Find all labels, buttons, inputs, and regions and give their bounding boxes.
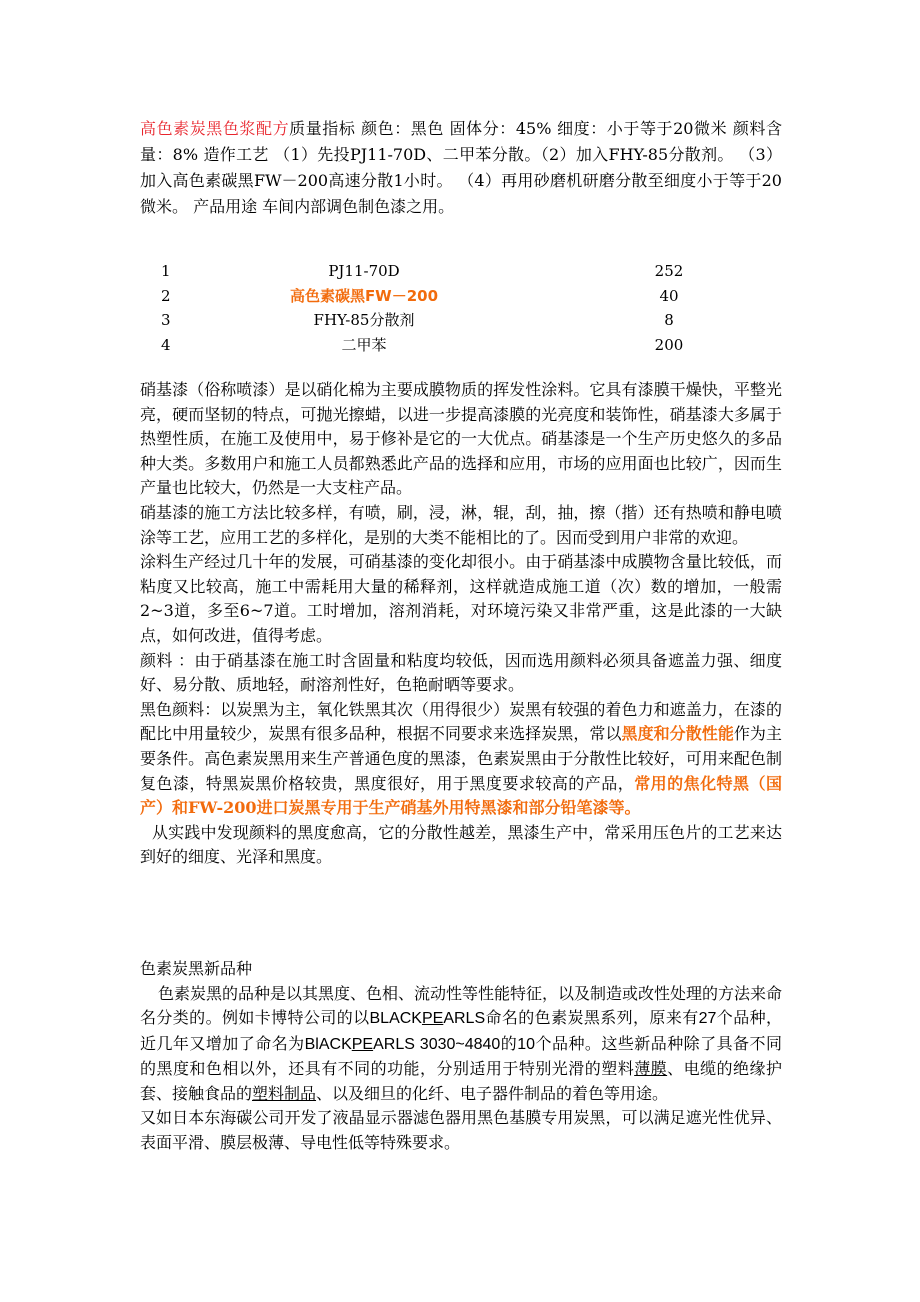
paragraph-methods: 硝基漆的施工方法比较多样，有喷，刷，浸，淋，辊，刮，抽，擦（揩）还有热喷和静电喷涂等工艺，应用工艺的多样化，是别的大类不能相比的了。因而受到用户非常的欢迎。 — [140, 502, 782, 547]
table-row — [140, 259, 759, 284]
paragraph-black-pigment — [140, 698, 782, 821]
paragraph-pigment: 颜料 ：由于硝基漆在施工时含固量和粘度均较低，因而选用颜料必须具备遮盖力强、细度好、易分散、质地轻，耐溶剂性好，色艳耐晒等要求。 — [140, 650, 782, 695]
intro-paragraph — [140, 116, 782, 220]
paragraph-intro: 硝基漆（俗称喷漆）是以硝化棉为主要成膜物质的挥发性涂料。它具有漆膜干燥快，平整光亮，硬而坚韧的特点，可抛光擦蜡，以进一步提高漆膜的光亮度和装饰性，硝基漆大多属于热塑性质，在施工及使用中，易于修补是它的一大优点。硝基漆是一个生产历史悠久的多品种大类。多数用户和施工人员都熟悉此产品的选择和应用，市场的应用面也比较广，因而生产量也比较大，仍然是一大支柱产品。 — [140, 380, 782, 498]
number-text: 27 — [698, 1010, 717, 1027]
link-text: 塑料制品 — [252, 1083, 317, 1103]
text-run: 色素炭黑的品种是以其黑度、色相、流动性等性能特征，以及制造或改性处理的方法来命名分类的。例如卡博特公司的以 — [140, 983, 783, 1027]
brand-text: PE — [351, 1035, 374, 1053]
brand-text: PE — [421, 1010, 444, 1027]
intro-text: 质量指标 颜色：黑色 固体分：45% 细度：小于等于20微米 颜料含量：8% 造作工艺 （1）先投PJ11-70D、二甲苯分散。（2）加入FHY-85分散剂。 （3）加入高色素碳黑FW－200高速分散1小时。 （4）再用砂磨机研磨分散至细度小于等于20微米。 产品用途 车间内部调色制色漆之用。 — [140, 119, 782, 216]
highlight-text: 黑度和分散性能 — [621, 724, 734, 744]
highlight-text: 常用的焦化特黑（国产）和FW-200进口炭黑专用于生产硝基外用特黑漆和部分铅笔漆等。 — [140, 773, 782, 818]
material-amount: 40 — [659, 286, 679, 305]
number-text: 10 — [517, 1035, 536, 1053]
text-run: 、电缆的绝缘护套、接触食品的 — [140, 1059, 782, 1103]
row-number: 4 — [161, 335, 171, 354]
table-row — [140, 308, 759, 333]
material-name: PJ11-70D — [328, 262, 400, 280]
link-text: 薄膜 — [634, 1059, 668, 1078]
paragraph-development: 涂料生产经过几十年的发展，可硝基漆的变化却很小。由于硝基漆中成膜物含量比较低，而粘度又比较高，施工中需耗用大量的稀释剂，这样就造成施工道（次）数的增加，一般需2~3道，多至6~7道。工时增加，溶剂消耗，对环境污染又非常严重，这是此漆的一大缺点，如何改进，值得考虑。 — [140, 552, 782, 645]
text-run: 、以及细旦的化纤、电子器件制品的着色等用途。 — [316, 1083, 669, 1103]
text-run: 个品种。这些新品种除了具备不同的黑度和色相以外，还具有不同的功能，分别适用于特别光滑的塑料 — [140, 1033, 782, 1078]
material-amount: 8 — [664, 311, 674, 329]
brand-text: BlACK — [304, 1035, 352, 1053]
new-varieties-section — [140, 957, 782, 1155]
text-run: 个品种，近几年又增加了命名为 — [140, 1008, 782, 1053]
brand-text: BLACK — [369, 1010, 422, 1027]
table-row — [140, 333, 759, 358]
section-heading: 色素炭黑新品种 — [140, 959, 253, 978]
table-row — [140, 284, 759, 309]
intro-title: 高色素炭黑色浆配方 — [140, 119, 290, 138]
paragraph-varieties — [140, 982, 782, 1107]
text-run: 黑色颜料：以炭黑为主，氧化铁黑其次（用得很少）炭黑有较强的着色力和遮盖力，在漆的配比中用量较少，炭黑有很多品种，根据不同要求来选择炭黑，常以 — [140, 699, 782, 744]
text-run: 命名的色素炭黑系列，原来有 — [485, 1008, 699, 1027]
text-run: 作为主要条件。高色素炭黑用来生产普通色度的黑漆，色素炭黑由于分散性比较好，可用来配色制复色漆，特黑炭黑价格较贵，黑度很好，用于黑度要求较高的产品， — [140, 724, 782, 793]
material-name: 二甲苯 — [341, 335, 387, 354]
row-number: 2 — [161, 286, 171, 305]
paragraph-tokai: 又如日本东海碳公司开发了液晶显示器滤色器用黑色基膜专用炭黑，可以满足遮光性优异、表面平滑、膜层极薄、导电性低等特殊要求。 — [140, 1108, 782, 1152]
paragraph-practice: 从实践中发现颜料的黑度愈高，它的分散性越差，黑漆生产中，常采用压色片的工艺来达到好的细度、光泽和黑度。 — [140, 822, 782, 867]
row-number: 1 — [161, 262, 171, 280]
material-amount: 252 — [654, 262, 684, 280]
brand-text: ARLS — [443, 1010, 486, 1027]
material-name: 高色素碳黑FW－200 — [289, 286, 439, 305]
row-number: 3 — [161, 311, 171, 329]
brand-text: ARLS 3030~4840 — [373, 1035, 501, 1053]
material-amount: 200 — [654, 335, 684, 354]
material-name: FHY-85分散剂 — [313, 311, 415, 329]
nitro-paint-section — [140, 378, 782, 870]
formula-table — [140, 259, 759, 357]
text-run: 的 — [500, 1033, 518, 1053]
